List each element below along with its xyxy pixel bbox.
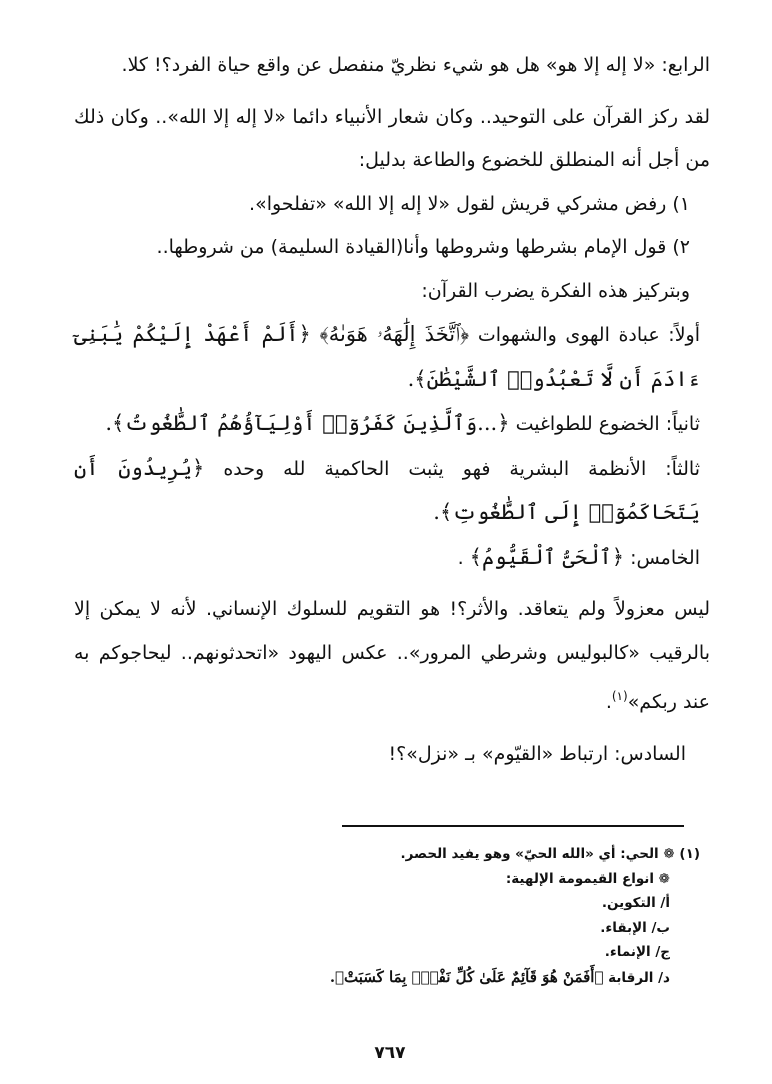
list-item-2: ٢) قول الإمام بشرطها وشروطها وأنا(القيادة السليمة) من شروطها.. [156, 236, 690, 258]
quran-verse: ﴿...وَٱلَّذِينَ كَفَرُوٓا۟ أَوْلِيَآؤُهُمُ ٱلطَّٰغُوتُ﴾. [105, 411, 510, 435]
footnote-divider [342, 825, 684, 827]
point-fifth [74, 536, 710, 581]
point-third-label: ثالثاً: الأنظمة البشرية فهو يثبت الحاكمية لله وحده [223, 457, 700, 480]
list-item-1: ١) رفض مشركي قريش لقول «لا إله إلا الله» «تفلحوا». [249, 192, 690, 215]
footnotes [300, 842, 700, 990]
footnote-list-item: أ/ التكوين. [601, 895, 670, 911]
quran-verse: ﴿ٱلْحَىُّ ٱلْقَيُّومُ﴾ [469, 544, 625, 569]
point-first [74, 313, 710, 402]
point-second-label: ثانياً: الخضوع للطواغيت [515, 413, 700, 435]
footnote-line: ❁ انواع القيمومة الإلهية: [505, 870, 670, 887]
footnote-list-item: ج/ الإنماء. [604, 944, 670, 960]
paragraph-conduct [74, 588, 710, 725]
footnote-list-item: ب/ الإبقاء. [600, 919, 670, 936]
page-number: ٧٦٧ [374, 1043, 406, 1063]
point-fifth-end: . [457, 546, 464, 569]
footnote-line: (١) ❁ الحي: أي «الله الحيّ» وهو يفيد الحصر. [400, 846, 700, 862]
point-fifth-label: الخامس: [630, 546, 700, 569]
quran-verse: ﴿أَلَمْ أَعْهَدْ إِلَيْكُمْ يَٰبَنِىٓ ءَادَمَ أَن لَّا تَعْبُدُوا۟ ٱلشَّيْطَٰنَ﴾. [74, 322, 700, 391]
main-text [74, 44, 710, 776]
point-first-label: أولاً: عبادة الهوى والشهوات [477, 324, 700, 346]
paragraph-conduct-text: ليس معزولاً ولم يتعاقد. والأثر؟! هو التقويم للسلوك الإنساني. لأنه لا يمكن إلا بالرقيب «كالبوليس وشرطي المرور».. عكس اليهود «اتحدثونهم.. ليحاجوكم به عند ربكم» [74, 598, 710, 713]
paragraph-fourth: الرابع: «لا إله إلا هو» هل هو شيء نظريّ منفصل عن واقع حياة الفرد؟! كلا. [121, 54, 710, 76]
footnote-ref: (١) [611, 689, 628, 703]
paragraph-tawhid: لقد ركز القرآن على التوحيد.. وكان شعار الأنبياء دائما «لا إله إلا الله».. وكان ذلك من أجل أنه المنطلق للخضوع والطاعة بدليل: [74, 105, 710, 171]
quran-verse: ﴿يُرِيدُونَ أَن يَتَحَاكَمُوٓا۟ إِلَى ٱلطَّٰغُوتِ﴾. [74, 455, 700, 524]
quran-verse: ﴿ٱتَّخَذَ إِلَٰهَهُۥ هَوَىٰهُ﴾ [319, 322, 470, 346]
footnote-list-item [300, 965, 700, 991]
point-third [74, 447, 710, 536]
footnote-item-d-label: د/ الرقابة [608, 969, 670, 986]
point-second [74, 402, 710, 447]
paragraph-quran-intro: وبتركيز هذه الفكرة يضرب القرآن: [421, 279, 690, 302]
quran-verse: ﴿أَفَمَنْ هُوَ قَآئِمٌ عَلَىٰ كُلِّ نَفْسٍۭ بِمَا كَسَبَتْ﴾. [329, 967, 604, 986]
paragraph-conduct-end: . [605, 691, 612, 713]
point-sixth: السادس: ارتباط «القيّوم» بـ «نزل»؟! [388, 742, 686, 765]
